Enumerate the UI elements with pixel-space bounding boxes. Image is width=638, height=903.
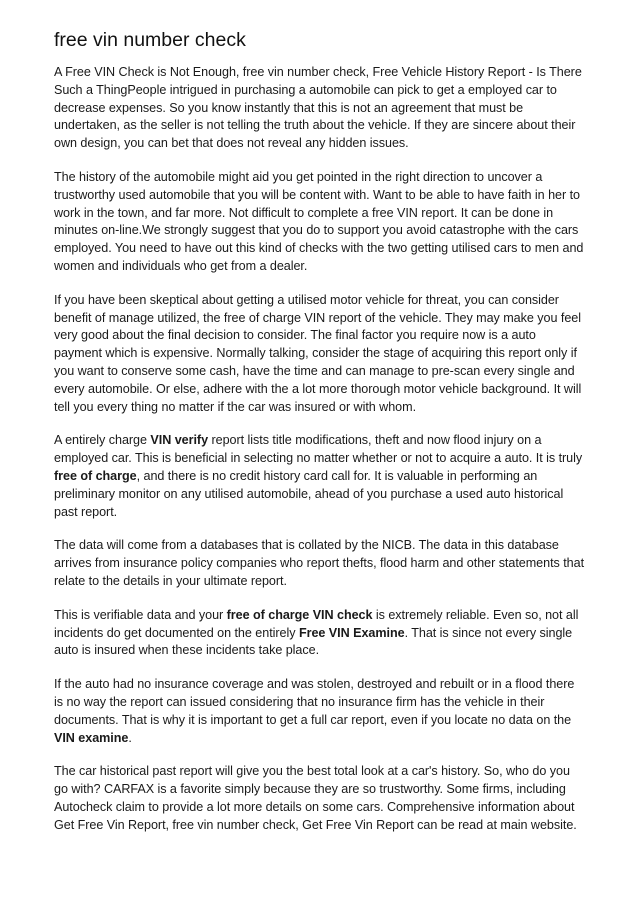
paragraph-2: The history of the automobile might aid you get pointed in the right direction to uncover a trustworthy used automobile that you will be content with. Want to be able to have faith in her to work in the town, and far more. Not difficult to complete a free VIN report. It can be done in minutes on-line.We strongly suggest that you do to support you avoid catastrophe with the cars employed. You need to have out this kind of checks with the two getting utilised cars to men and women and individuals who get from a dealer. [54, 169, 584, 273]
paragraph-4-text-b: report lists title modifications, theft and now flood injury on a employed car. This is beneficial in selecting no matter whether or not to acquire a auto. It is truly [54, 433, 583, 466]
keyword-vin-verify: VIN verify [150, 433, 209, 448]
keyword-vin-examine: VIN examine [54, 730, 129, 745]
paragraph-7-text-a: If the auto had no insurance coverage and was stolen, destroyed and rebuilt or in a flood there is no way the report can issued considering that no insurance firm has the vehicle in their documents. That is why it is important to get a full car report, even if you locate no data on the [54, 677, 575, 727]
keyword-free-of-charge: free of charge [54, 468, 137, 483]
paragraph-4-text-a: A entirely charge [54, 433, 151, 448]
paragraph-5: The data will come from a databases that is collated by the NICB. The data in this database arrives from insurance policy companies who report thefts, flood harm and other statements that relate to the details in your ultimate report. [54, 538, 585, 588]
paragraph-6-text-b: is extremely reliable. Even so, not all incidents do get documented on the entirely [54, 607, 579, 640]
paragraph-6-text-a: This is verifiable data and your [54, 607, 227, 622]
keyword-free-vin-examine: Free VIN Examine [298, 625, 405, 640]
document-title: free vin number check [54, 29, 246, 51]
paragraph-7-text-b: . [128, 730, 132, 745]
paragraph-7 [54, 676, 586, 747]
keyword-free-of-charge-vin-check: free of charge VIN check [226, 607, 373, 622]
paragraph-1: A Free VIN Check is Not Enough, free vin number check, Free Vehicle History Report - Is There Such a ThingPeople intrigued in purchasing a automobile can pick to get a employed car to decrease expenses. So you know instantly that this is not an agreement that must be undertaken, as the seller is not telling the truth about the vehicle. If they are sincere about their own design, you can bet that does not reveal any hidden issues. [54, 65, 582, 151]
paragraph-4-text-c: , and there is no credit history card call for. It is valuable in performing an preliminary monitor on any utilised automobile, ahead of you purchase a used auto historical past report. [54, 468, 564, 519]
paragraph-8: The car historical past report will give you the best total look at a car's history. So, who do you go with? CARFAX is a favorite simply because they are so trustworthy. Some firms, including Autocheck claim to provide a lot more details on some cars. Comprehensive information about Get Free Vin Report, free vin number check, Get Free Vin Report can be read at main website. [54, 764, 577, 832]
paragraph-6 [54, 607, 586, 660]
document-page [54, 0, 586, 834]
paragraph-6-text-c: . That is since not every single auto is insured when these incidents take place. [54, 625, 573, 658]
paragraph-3: If you have been skeptical about getting a utilised motor vehicle for threat, you can consider benefit of manage utilized, the free of charge VIN report of the vehicle. They may make you feel very good about the final decision to consider. The final factor you require now is a auto payment which is expensive. Normally talking, consider the stage of acquiring this report only if you want to conserve some cash, have the time and can manage to pre-scan every single and every automobile. Or else, adhere with the a lot more thorough motor vehicle background. It will tell you every thing no matter if the car was insured or with whom. [54, 292, 582, 414]
paragraph-4 [54, 432, 586, 521]
